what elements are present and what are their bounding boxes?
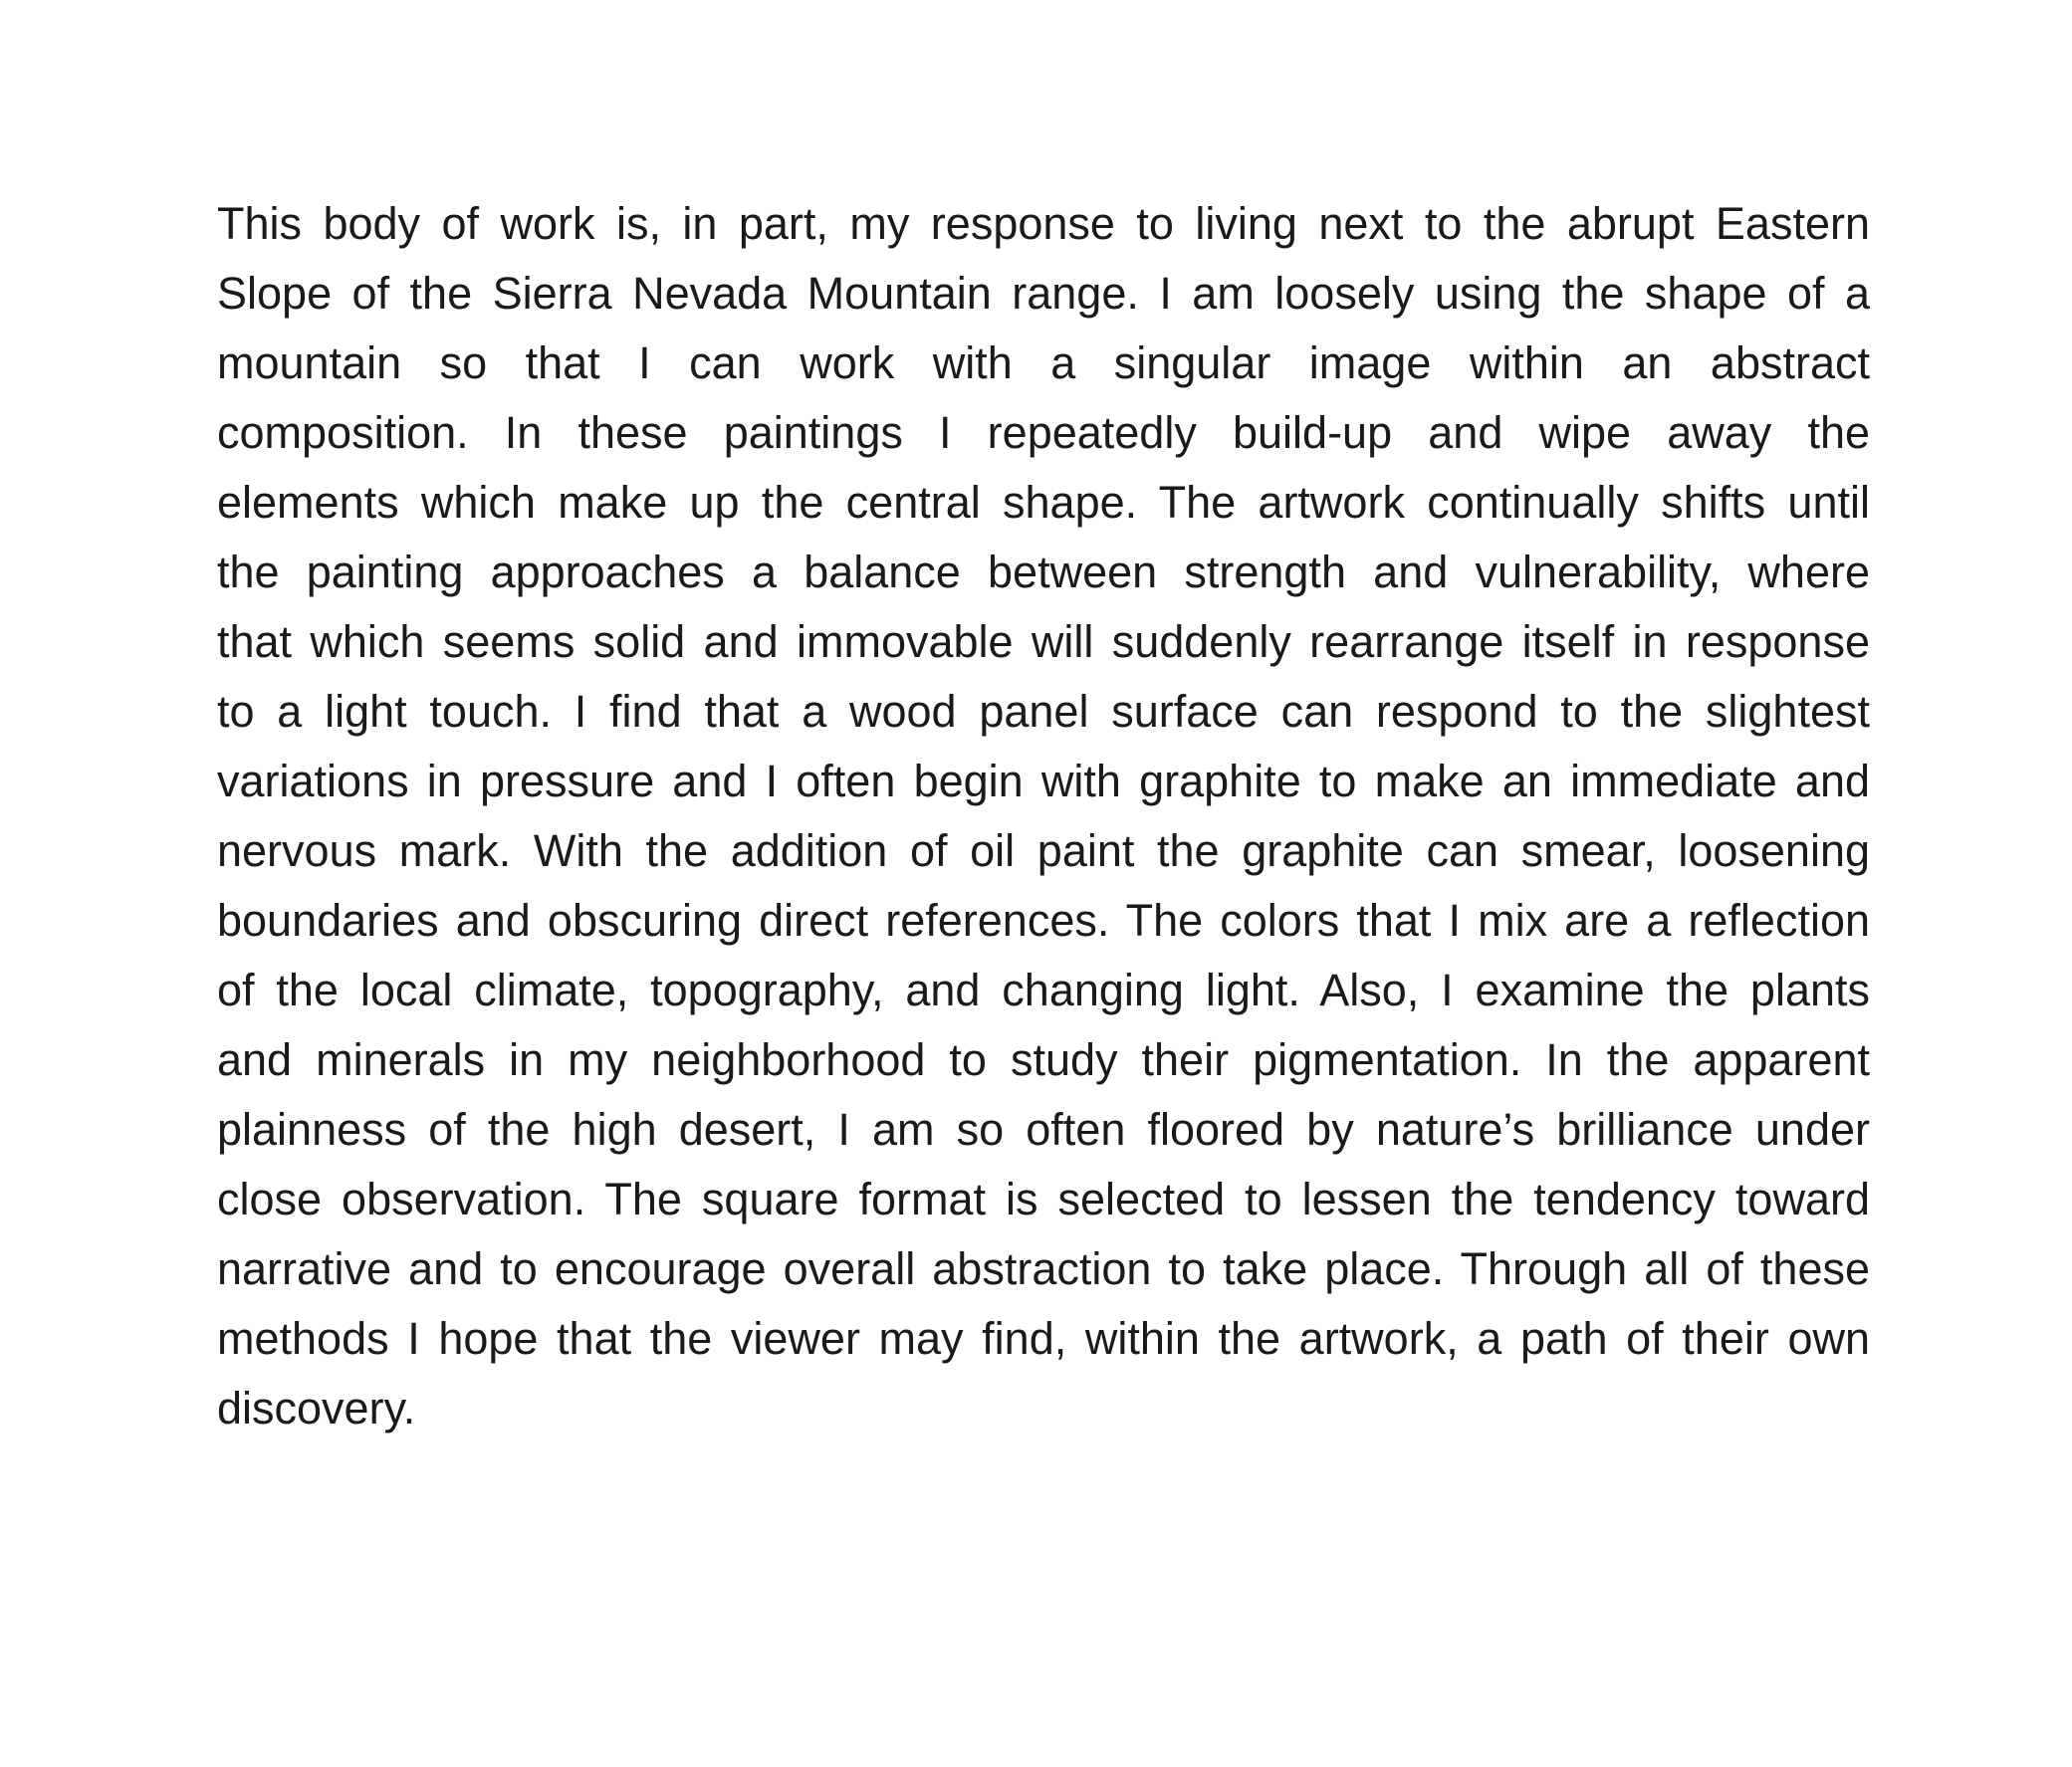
statement-line: narrative and to encourage overall abstraction to take place. Through all of these: [217, 1243, 1870, 1294]
statement-line: close observation. The square format is selected to lessen the tendency toward: [217, 1174, 1870, 1224]
statement-line: that which seems solid and immovable will suddenly rearrange itself in response: [217, 616, 1870, 667]
statement-line: methods I hope that the viewer may find, within the artwork, a path of their own: [217, 1313, 1870, 1364]
statement-line: to a light touch. I find that a wood panel surface can respond to the slightest: [217, 686, 1870, 737]
statement-line: composition. In these paintings I repeatedly build-up and wipe away the: [217, 407, 1870, 458]
statement-line: nervous mark. With the addition of oil paint the graphite can smear, loosening: [217, 825, 1870, 876]
statement-line: of the local climate, topography, and changing light. Also, I examine the plants: [217, 965, 1870, 1015]
statement-line: Slope of the Sierra Nevada Mountain range. I am loosely using the shape of a: [217, 268, 1870, 319]
statement-line: plainness of the high desert, I am so often floored by nature’s brilliance under: [217, 1104, 1870, 1155]
statement-line: mountain so that I can work with a singular image within an abstract: [217, 337, 1870, 388]
statement-line: discovery.: [217, 1383, 416, 1434]
statement-line: and minerals in my neighborhood to study their pigmentation. In the apparent: [217, 1034, 1870, 1085]
statement-line: variations in pressure and I often begin with graphite to make an immediate and: [217, 756, 1870, 806]
statement-line: the painting approaches a balance between strength and vulnerability, where: [217, 547, 1870, 597]
artist-statement: [217, 189, 1870, 1443]
statement-line: This body of work is, in part, my response to living next to the abrupt Eastern: [217, 198, 1870, 249]
statement-line: boundaries and obscuring direct references. The colors that I mix are a reflection: [217, 895, 1870, 946]
statement-line: elements which make up the central shape. The artwork continually shifts until: [217, 477, 1870, 528]
